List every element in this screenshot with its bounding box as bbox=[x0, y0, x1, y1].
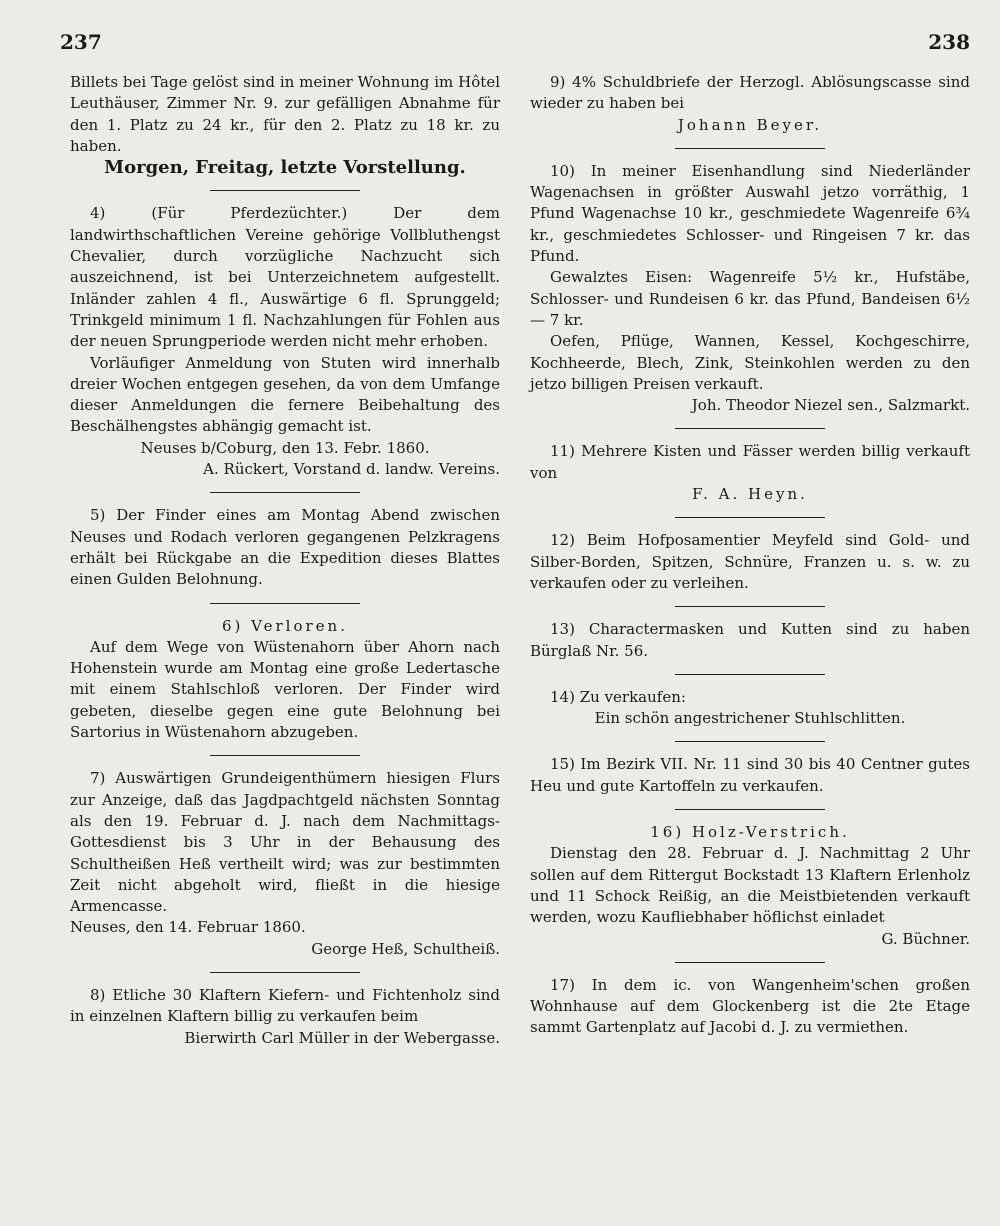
advertisement-ad-16 bbox=[530, 822, 970, 950]
advertisement-billets bbox=[70, 72, 500, 178]
ad-paragraph: Joh. Theodor Niezel sen., Salzmarkt. bbox=[691, 396, 970, 415]
ad-paragraph: A. Rückert, Vorstand d. landw. Vereins. bbox=[203, 460, 500, 479]
ad-paragraph: Johann Beyer. bbox=[677, 115, 823, 134]
advertisement-ad-5 bbox=[70, 505, 500, 590]
ad-paragraph: 7) Auswärtigen Grundeigenthümern hiesigen Flurs zur Anzeige, daß das Jagdpachtgeld nächsten Sonntag als den 19. Februar d. J. nach dem Nachmittags-Gottesdienst bis 3 Uhr in der Behausung des Schultheißen Heß vertheilt wird; was zur bestimmten Zeit nicht abgeholt wird, fließt in die hiesige Armencasse. bbox=[70, 769, 500, 916]
ad-paragraph: Ein schön angestrichener Stuhlschlitten. bbox=[594, 709, 906, 728]
advertisement-ad-14 bbox=[530, 687, 970, 730]
ad-paragraph: 12) Beim Hofposamentier Meyfeld sind Gold- und Silber-Borden, Spitzen, Schnüre, Franzen u. s. w. zu verkaufen oder zu verleihen. bbox=[530, 531, 970, 592]
page-number-left: 237 bbox=[60, 30, 102, 54]
advertisement-ad-4 bbox=[70, 203, 500, 480]
ad-paragraph: 5) Der Finder eines am Montag Abend zwischen Neuses und Rodach verloren gegangenen Pelzkragens erhält bei Rückgabe an die Expedition dieses Blattes einen Gulden Belohnung. bbox=[70, 506, 500, 589]
ad-paragraph: 9) 4% Schuldbriefe der Herzogl. Ablösungscasse sind wieder zu haben bei bbox=[530, 73, 970, 113]
ad-paragraph: Dienstag den 28. Februar d. J. Nachmittag 2 Uhr sollen auf dem Rittergut Bockstadt 13 Klaftern Erlenholz und 11 Schock Reißig, an die Meistbietenden verkauft werden, wozu Kaufliebhaber höflichst einladet bbox=[530, 844, 970, 927]
ad-paragraph: Billets bei Tage gelöst sind in meiner Wohnung im Hôtel Leuthäuser, Zimmer Nr. 9. zur gefälligen Abnahme für den 1. Platz zu 24 kr., für den 2. Platz zu 18 kr. zu haben. bbox=[70, 73, 500, 155]
advertisement-ad-6 bbox=[70, 616, 500, 744]
ad-paragraph: Vorläufiger Anmeldung von Stuten wird innerhalb dreier Wochen entgegen gesehen, da von dem Umfange dieser Anmeldungen die fernere Beibehaltung des Beschälhengstes abhängig gemacht ist. bbox=[70, 353, 500, 436]
ad-paragraph: Auf dem Wege von Wüstenahorn über Ahorn nach Hohenstein wurde am Montag eine große Ledertasche mit einem Stahlschloß verloren. Der Finder wird gebeten, dieselbe gegen eine gute Belohnung bei Sartorius in Wüstenahorn abzugeben. bbox=[70, 637, 500, 742]
ad-paragraph: 15) Im Bezirk VII. Nr. 11 sind 30 bis 40 Centner gutes Heu und gute Kartoffeln zu verkaufen. bbox=[530, 755, 970, 795]
advertisement-ad-13 bbox=[530, 619, 970, 662]
advertisement-ad-17 bbox=[530, 975, 970, 1039]
ad-paragraph: Neuses b/Coburg, den 13. Febr. 1860. bbox=[140, 438, 430, 457]
separator-rule bbox=[675, 606, 825, 607]
ad-paragraph: Oefen, Pflüge, Wannen, Kessel, Kochgeschirre, Kochheerde, Blech, Zink, Steinkohlen werden zu den jetzo billigen Preisen verkauft. bbox=[530, 332, 970, 393]
ad-paragraph: F. A. Heyn. bbox=[692, 485, 808, 504]
advertisement-ad-12 bbox=[530, 530, 970, 594]
ad-paragraph: 14) Zu verkaufen: bbox=[550, 687, 686, 706]
separator-rule bbox=[210, 492, 360, 493]
advertisement-ad-8 bbox=[70, 985, 500, 1049]
advertisement-ad-15 bbox=[530, 754, 970, 797]
ad-paragraph: 4) (Für Pferdezüchter.) Der dem landwirthschaftlichen Vereine gehörige Vollbluthengst Chevalier, durch vorzügliche Nachzucht sich auszeichnend, ist bei Unterzeichnetem aufgestellt. Inländer zahlen 4 fl., Auswärtige 6 fl. Sprunggeld; Trinkgeld minimum 1 fl. Nachzahlungen für Fohlen aus der neuen Sprungperiode werden nicht mehr erhoben. bbox=[70, 204, 500, 351]
ad-paragraph: Gewalztes Eisen: Wagenreife 5½ kr., Hufstäbe, Schlosser- und Rundeisen 6 kr. das Pfund, Bandeisen 6½ — 7 kr. bbox=[530, 268, 970, 329]
separator-rule bbox=[210, 190, 360, 191]
ad-paragraph: 8) Etliche 30 Klaftern Kiefern- und Fichtenholz sind in einzelnen Klaftern billig zu verkaufen beim bbox=[70, 985, 500, 1026]
right-column bbox=[530, 72, 970, 1039]
separator-rule bbox=[210, 603, 360, 604]
separator-rule bbox=[675, 148, 825, 149]
ad-paragraph: Bierwirth Carl Müller in der Webergasse. bbox=[184, 1028, 500, 1047]
ad-paragraph: 16) Holz-Verstrich. bbox=[650, 823, 850, 842]
ad-paragraph: 11) Mehrere Kisten und Fässer werden billig verkauft von bbox=[530, 442, 970, 482]
advertisement-ad-7 bbox=[70, 768, 500, 960]
separator-rule bbox=[675, 517, 825, 518]
separator-rule bbox=[675, 962, 825, 963]
separator-rule bbox=[675, 741, 825, 742]
advertisement-ad-11 bbox=[530, 441, 970, 505]
separator-rule bbox=[675, 428, 825, 429]
advertisement-ad-9 bbox=[530, 72, 970, 136]
separator-rule bbox=[675, 809, 825, 810]
page-number-right: 238 bbox=[928, 30, 970, 54]
left-column bbox=[70, 72, 500, 1049]
ad-paragraph: 17) In dem ic. von Wangenheim'schen großen Wohnhause auf dem Glockenberg ist die 2te Etage sammt Gartenplatz auf Jacobi d. J. zu vermiethen. bbox=[530, 975, 970, 1037]
advertisement-ad-10 bbox=[530, 161, 970, 417]
ad-paragraph: 6) Verloren. bbox=[222, 616, 348, 635]
ad-paragraph: Morgen, Freitag, letzte Vorstellung. bbox=[104, 157, 466, 179]
ad-paragraph: Neuses, den 14. Februar 1860. bbox=[70, 918, 306, 937]
separator-rule bbox=[210, 755, 360, 756]
ad-paragraph: G. Büchner. bbox=[881, 929, 970, 948]
ad-paragraph: George Heß, Schultheiß. bbox=[311, 939, 500, 958]
separator-rule bbox=[675, 674, 825, 675]
ad-paragraph: 10) In meiner Eisenhandlung sind Niederländer Wagenachsen in größter Auswahl jetzo vorräthig, 1 Pfund Wagenachse 10 kr., geschmiedete Wagenreife 6¾ kr., geschmiedetes Schlosser- und Ringeisen 7 kr. das Pfund. bbox=[530, 161, 970, 266]
ad-paragraph: 13) Charactermasken und Kutten sind zu haben Bürglaß Nr. 56. bbox=[530, 620, 970, 660]
separator-rule bbox=[210, 972, 360, 973]
